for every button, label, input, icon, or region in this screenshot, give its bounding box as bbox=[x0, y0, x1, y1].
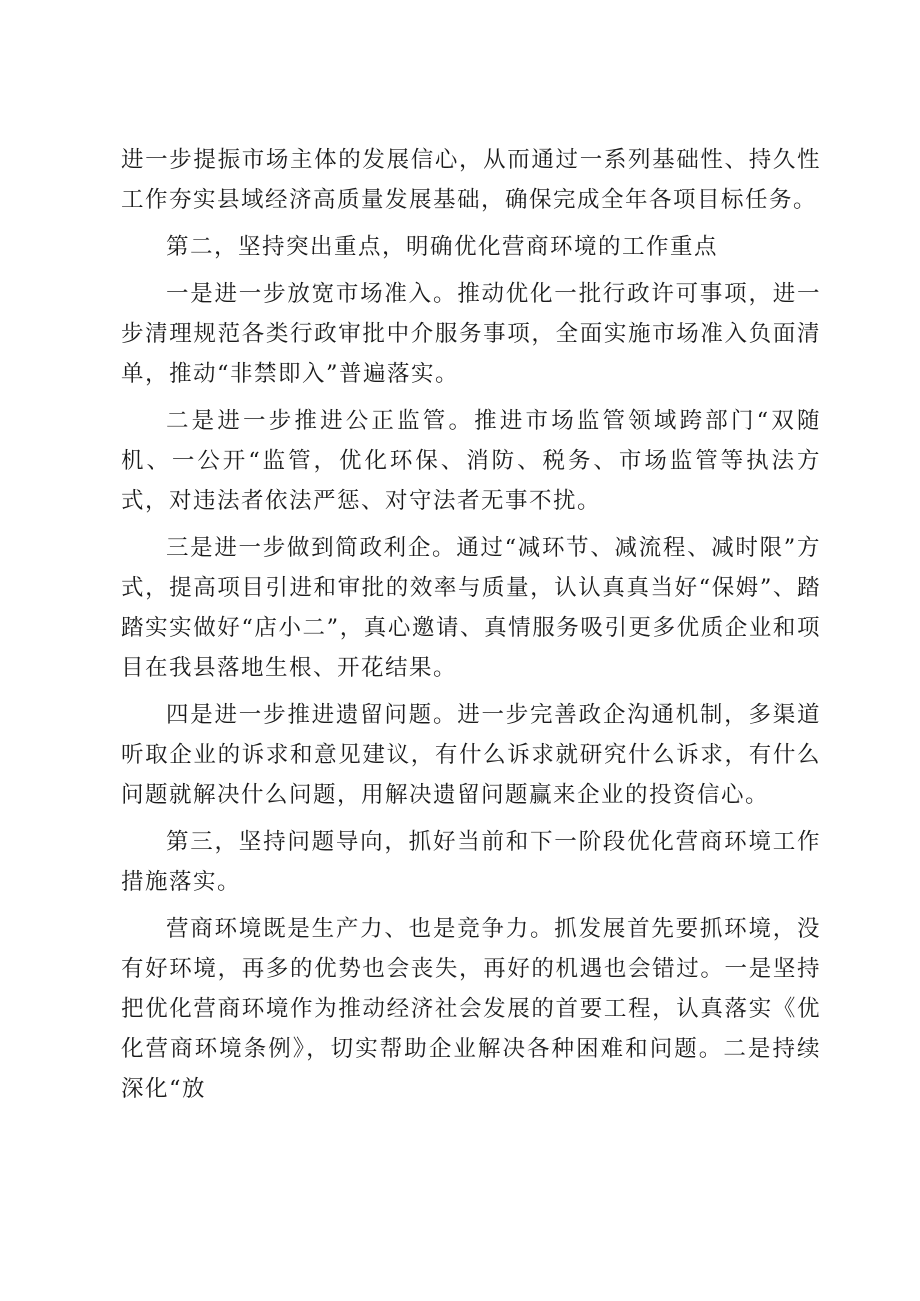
paragraph-legacy-issues: 四是进一步推进遗留问题。进一步完善政企沟通机制，多渠道听取企业的诉求和意见建议，有什么诉求就研究什么诉求，有什么问题就解决什么问题，用解决遗留问题赢来企业的投资信心。 bbox=[121, 702, 821, 808]
document-body bbox=[121, 140, 821, 1116]
paragraph-continuation: 进一步提振市场主体的发展信心，从而通过一系列基础性、持久性工作夯实县域经济高质量发展基础，确保完成全年各项目标任务。 bbox=[121, 147, 821, 213]
paragraph-business-environment: 营商环境既是生产力、也是竞争力。抓发展首先要抓环境，没有好环境，再多的优势也会丧失，再好的机遇也会错过。一是坚持把优化营商环境作为推动经济社会发展的首要工程，认真落实《优化营商环境条例》，切实帮助企业解决各种困难和问题。二是持续深化“放 bbox=[121, 916, 821, 1102]
section-heading-second: 第二，坚持突出重点，明确优化营商环境的工作重点 bbox=[166, 234, 719, 260]
paragraph-fair-supervision: 二是进一步推进公正监管。推进市场监管领域跨部门“双随机、一公开“监管，优化环保、消防、税务、市场监管等执法方式，对违法者依法严惩、对守法者无事不扰。 bbox=[121, 408, 821, 514]
paragraph-market-access: 一是进一步放宽市场准入。推动优化一批行政许可事项，进一步清理规范各类行政审批中介服务事项，全面实施市场准入负面清单，推动“非禁即入”普遍落实。 bbox=[121, 281, 821, 387]
section-heading-third: 第三，坚持问题导向，抓好当前和下一阶段优化营商环境工作措施落实。 bbox=[121, 829, 821, 895]
paragraph-streamline-administration: 三是进一步做到简政利企。通过“减环节、减流程、减时限”方式，提高项目引进和审批的效率与质量，认认真真当好“保姆”、踏踏实实做好“店小二”，真心邀请、真情服务吸引更多优质企业和项目在我县落地生根、开花结果。 bbox=[121, 535, 821, 681]
